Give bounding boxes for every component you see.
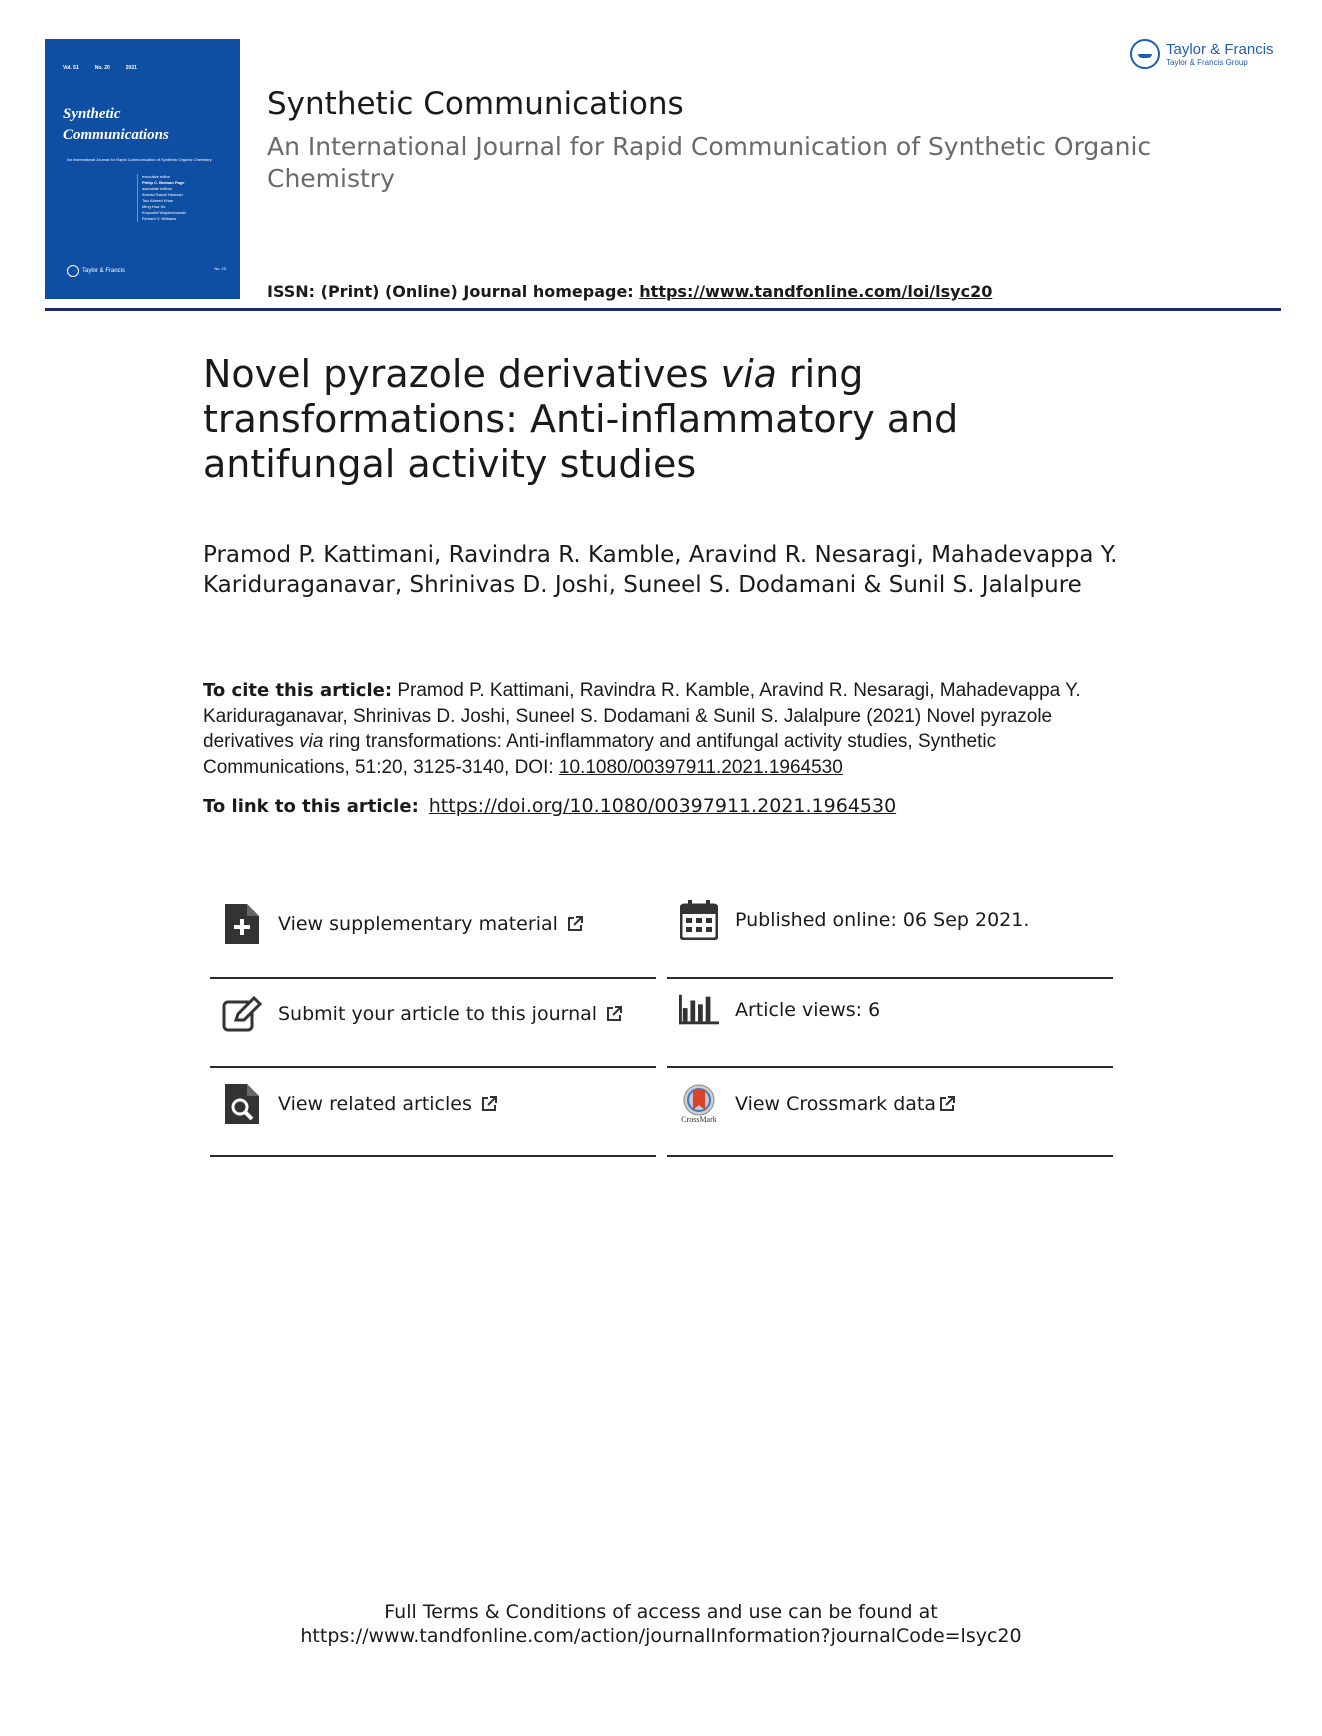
cover-issue: No. 20 bbox=[214, 266, 226, 271]
cover-meta bbox=[63, 65, 228, 71]
cover-publisher-icon bbox=[67, 265, 79, 277]
file-search-icon bbox=[222, 1084, 262, 1124]
citation-label: To cite this article: bbox=[203, 680, 393, 701]
external-link-icon bbox=[480, 1095, 498, 1113]
cover-editors bbox=[137, 174, 234, 222]
cover-editor: Ming-Hua Xu bbox=[142, 204, 166, 209]
cover-editor: executive editor bbox=[142, 174, 171, 179]
taylor-francis-icon bbox=[1130, 39, 1160, 69]
cover-volume: Vol. 51 bbox=[63, 65, 79, 71]
article-link-label: To link to this article: bbox=[203, 796, 419, 817]
citation-text-part2: ring transformations: Anti-inflammatory and antifungal activity studies, Synthetic Communications, 51:20, 3125-3140, DOI: bbox=[203, 731, 997, 778]
article-title-part2: ring transformations: Anti-inflammatory and antifungal activity studies bbox=[203, 352, 959, 486]
crossmark-item[interactable] bbox=[667, 1060, 1113, 1148]
supplementary-material-item[interactable] bbox=[210, 880, 656, 968]
cover-number: No. 20 bbox=[94, 65, 110, 71]
published-online-label: Published online: 06 Sep 2021. bbox=[735, 909, 1030, 931]
cover-editor: Richard V. Williams bbox=[142, 216, 177, 221]
publisher-group: Taylor & Francis Group bbox=[1166, 57, 1248, 67]
article-title-part1: Novel pyrazole derivatives bbox=[203, 352, 721, 396]
related-articles-item[interactable] bbox=[210, 1060, 656, 1148]
citation-block bbox=[203, 678, 1133, 780]
journal-homepage-link[interactable]: https://www.tandfonline.com/loi/lsyc20 bbox=[639, 282, 993, 301]
citation-text-part1: Pramod P. Kattimani, Ravindra R. Kamble, Aravind R. Nesaragi, Mahadevappa Y. Kariduraganavar, Shrinivas D. Joshi, Suneel S. Dodamani & Sunil S. Jalalpure (2021) Novel pyrazole derivatives bbox=[203, 680, 1081, 752]
cover-publisher-name: Taylor & Francis bbox=[82, 268, 126, 274]
cover-subtitle: An International Journal for Rapid Communication of Synthetic Organic Chemistry bbox=[67, 157, 212, 162]
bar-chart-icon bbox=[679, 990, 719, 1030]
row-divider bbox=[667, 1155, 1113, 1157]
journal-subtitle: An International Journal for Rapid Communication of Synthetic Organic Chemistry bbox=[267, 132, 1152, 193]
footer-line1: Full Terms & Conditions of access and use can be found at bbox=[384, 1601, 938, 1623]
crossmark-icon bbox=[679, 1084, 719, 1124]
crossmark-logo-text: CrossMark bbox=[681, 1115, 717, 1124]
footer-terms-link[interactable]: https://www.tandfonline.com/action/journalInformation?journalCode=lsyc20 bbox=[300, 1625, 1022, 1647]
cover-title-line1: Synthetic bbox=[63, 106, 121, 122]
header-divider bbox=[45, 308, 1281, 311]
article-views-item bbox=[667, 966, 1113, 1054]
row-divider bbox=[210, 1155, 656, 1157]
issn-label: ISSN: (Print) (Online) Journal homepage: bbox=[267, 282, 640, 301]
submit-article-item[interactable] bbox=[210, 970, 656, 1058]
cover-year: 2021 bbox=[125, 65, 137, 71]
supplementary-label: View supplementary material bbox=[278, 913, 558, 935]
cover-publisher bbox=[67, 265, 125, 277]
calendar-icon bbox=[679, 900, 719, 940]
cover-editor: Philip C. Bulman Page bbox=[142, 180, 185, 185]
published-online-item bbox=[667, 876, 1113, 964]
file-plus-icon bbox=[222, 904, 262, 944]
related-articles-label: View related articles bbox=[278, 1093, 472, 1115]
crossmark-label: View Crossmark data bbox=[735, 1093, 937, 1115]
article-link-line bbox=[203, 795, 896, 817]
cover-title bbox=[63, 104, 169, 146]
article-doi-link[interactable]: https://doi.org/10.1080/00397911.2021.1964530 bbox=[428, 795, 897, 817]
publisher-name: Taylor & Francis bbox=[1166, 40, 1274, 58]
footer-terms bbox=[0, 1600, 1322, 1648]
article-authors: Pramod P. Kattimani, Ravindra R. Kamble, Aravind R. Nesaragi, Mahadevappa Y. Kariduraganavar, Shrinivas D. Joshi, Suneel S. Dodamani & Sunil S. Jalalpure bbox=[203, 542, 1118, 598]
cover-editor: Taiz Ahmed Khan bbox=[142, 198, 174, 203]
citation-doi-link[interactable]: 10.1080/00397911.2021.1964530 bbox=[558, 756, 843, 778]
cover-editor: associate editors bbox=[142, 186, 173, 191]
publisher-logo-text bbox=[1166, 42, 1274, 67]
citation-text-italic: via bbox=[299, 731, 324, 752]
article-title bbox=[203, 352, 963, 487]
external-link-icon bbox=[605, 1005, 623, 1023]
cover-editor: Ahmad Sazali Hamzah bbox=[142, 192, 183, 197]
external-link-icon bbox=[566, 915, 584, 933]
article-views-label: Article views: 6 bbox=[735, 999, 881, 1021]
journal-title: Synthetic Communications bbox=[267, 86, 684, 122]
external-link-icon bbox=[938, 1095, 956, 1113]
issn-line bbox=[267, 282, 992, 301]
submit-article-label: Submit your article to this journal bbox=[278, 1003, 598, 1025]
publisher-logo[interactable] bbox=[1130, 39, 1274, 69]
article-title-italic: via bbox=[720, 352, 777, 396]
cover-title-line2: Communications bbox=[63, 127, 169, 143]
journal-cover bbox=[45, 39, 240, 299]
edit-icon bbox=[222, 994, 262, 1034]
cover-editor: Krzysztof Wojciechowski bbox=[142, 210, 186, 215]
